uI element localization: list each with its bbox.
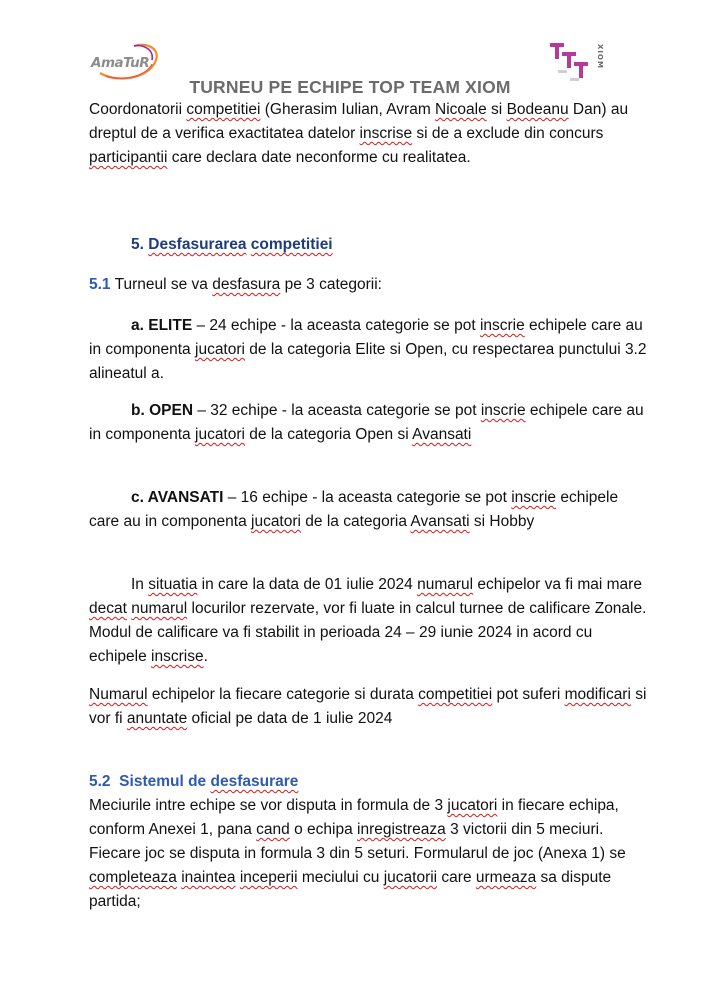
category-open-paragraph: b. OPEN – 32 echipe - la aceasta categorie se pot inscrie echipele care au in componenta jucatori de la categoria Open si Avansati — [89, 402, 644, 443]
intro-paragraph: Coordonatorii competitiei (Gherasim Iulian, Avram Nicoale si Bodeanu Dan) au dreptul de a verifica exactitatea datelor inscrise si de a exclude din concurs participantii care declara date neconforme cu realitatea. — [89, 101, 629, 166]
section-5-1-paragraph: 5.1 Turneul se va desfasura pe 3 categorii: — [89, 276, 382, 293]
document-title: TURNEU PE ECHIPE TOP TEAM XIOM — [189, 77, 511, 97]
amatur-logo-text: AmaTuR — [91, 55, 150, 71]
category-avansati-paragraph: c. AVANSATI – 16 echipe - la aceasta categorie se pot inscrie echipele care au in componenta jucatori de la categoria Avansati si Hobby — [89, 489, 619, 530]
section-5-2-heading: 5.2 Sistemul de desfasurare — [89, 773, 299, 790]
section-5-heading: 5. Desfasurarea competitiei — [131, 236, 333, 253]
qualification-paragraph: In situatia in care la data de 01 iulie 2024 numarul echipelor va fi mai mare decat numarul locurilor rezervate, vor fi luate in calcul turnee de calificare Zonale. Modul de calificare va fi stabilit in perioada 24 – 29 iunie 2024 in acord cu echipele inscrise. — [89, 576, 647, 665]
category-elite-paragraph: a. ELITE – 24 echipe - la aceasta categorie se pot inscrie echipele care au in componenta jucatori de la categoria Elite si Open, cu respectarea punctului 3.2 alineatul a. — [89, 317, 647, 382]
team-count-paragraph: Numarul echipelor la fiecare categorie si durata competitiei pot suferi modificari si vor fi anuntate oficial pe data de 1 iulie 2024 — [89, 686, 647, 727]
section-5-2-paragraph: Meciurile intre echipe se vor disputa in formula de 3 jucatori in fiecare echipa, conform Anexei 1, pana cand o echipa inregistreaza 3 victorii din 5 meciuri. Fiecare joc se disputa in formula 3 din 5 seturi. Formularul de joc (Anexa 1) se completeaza inaintea inceperii meciului cu jucatorii care urmeaza sa dispute partida; — [89, 797, 626, 910]
xiom-logo-text: XIOM — [596, 44, 604, 69]
